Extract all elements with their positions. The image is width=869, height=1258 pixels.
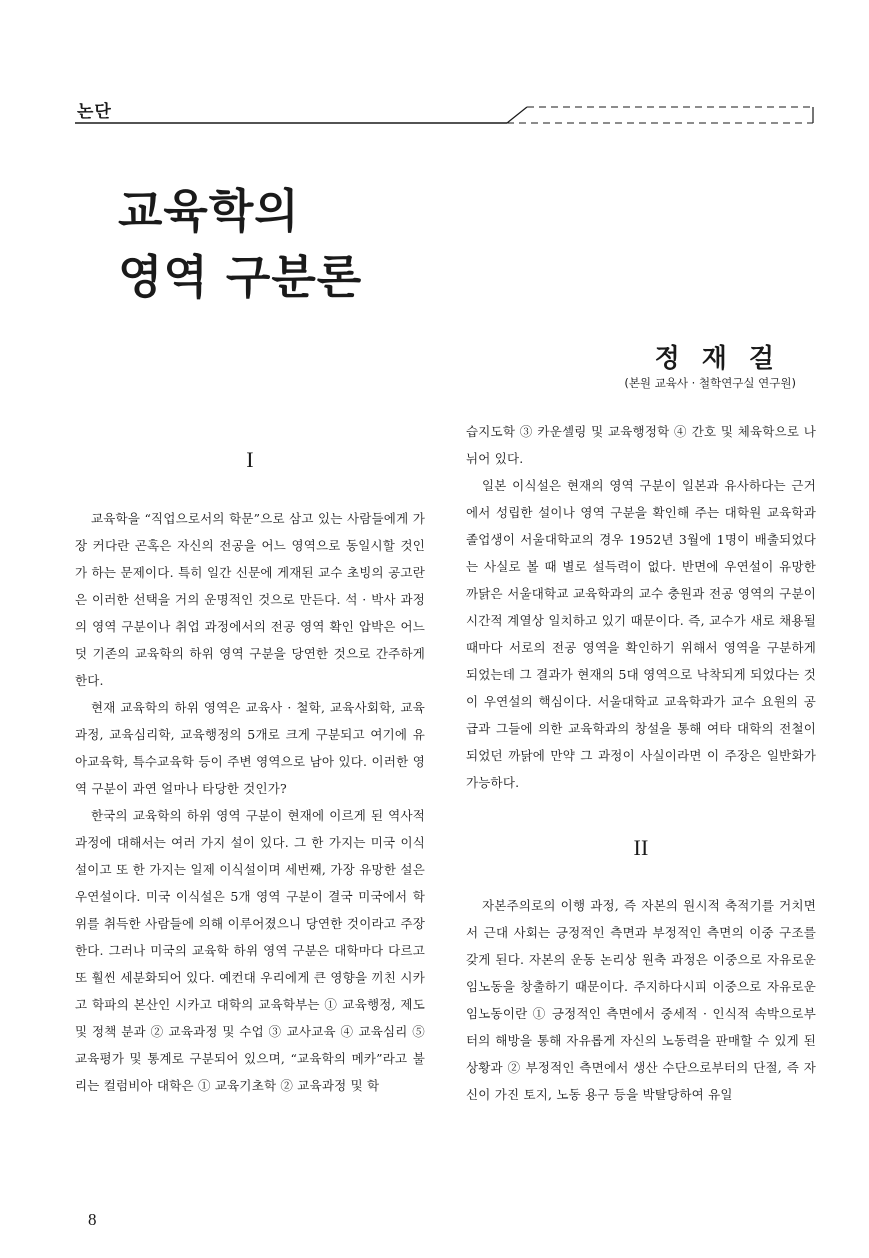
section-heading-2: II: [633, 835, 649, 860]
author-affiliation: (본원 교육사 · 철학연구실 연구원): [624, 376, 796, 390]
left-column: [75, 438, 425, 1099]
section-label: 논단: [77, 102, 112, 122]
body-paragraph: 일본 이식설은 현재의 영역 구분이 일본과 유사하다는 근거에서 성립한 설이나 영역 구분을 확인해 주는 대학원 교육학과 졸업생이 서울대학교의 경우 1952년 3월에 1명이 배출되었다는 사실로 볼 때 별로 설득력이 없다. 반면에 우연설이 유망한 까닭은 서울대학교 교육학과의 교수 충원과 전공 영역의 구분이 시간적 계열상 일치하고 있기 때문이다. 즉, 교수가 새로 채용될 때마다 서로의 전공 영역을 확인하기 위해서 영역을 구분하게 되었는데 그 결과가 현재의 5대 영역으로 낙착되게 되었다는 것이 우연설의 핵심이다. 서울대학교 교육학과가 교수 요원의 공급과 그들에 의한 교육학과의 창설을 통해 여타 대학의 전철이 되었던 까닭에 만약 그 과정이 사실이라면 이 주장은 일반화가 가능하다.: [466, 478, 816, 790]
page-number: 8: [88, 1210, 97, 1229]
right-column: [466, 418, 816, 1108]
body-paragraph: 교육학을 “직업으로서의 학문”으로 삼고 있는 사람들에게 가장 커다란 곤혹은 자신의 전공을 어느 영역으로 동일시할 것인가 하는 문제이다. 특히 일간 신문에 게재된 교수 초빙의 공고란은 이러한 선택을 거의 운명적인 것으로 만든다. 석 · 박사 과정의 영역 구분이나 취업 과정에서의 전공 영역 확인 압박은 어느덧 기존의 교육학의 하위 영역 구분을 당연한 것으로 간주하게 한다.: [75, 511, 425, 688]
section-heading-1: I: [246, 447, 254, 472]
title-line-2: 영역 구분론: [118, 250, 363, 304]
title-line-1: 교육학의: [118, 184, 300, 238]
body-paragraph: 현재 교육학의 하위 영역은 교육사 · 철학, 교육사회학, 교육과정, 교육심리학, 교육행정의 5개로 크게 구분되고 여기에 유아교육학, 특수교육학 등이 주변 영역으로 남아 있다. 이러한 영역 구분이 과연 얼마나 타당한 것인가?: [75, 700, 425, 796]
body-paragraph: 한국의 교육학의 하위 영역 구분이 현재에 이르게 된 역사적 과정에 대해서는 여러 가지 설이 있다. 그 한 가지는 미국 이식설이고 또 한 가지는 일제 이식설이며 세번째, 가장 유망한 설은 우연설이다. 미국 이식설은 5개 영역 구분이 결국 미국에서 학위를 취득한 사람들에 의해 이루어졌으니 당연한 것이라고 주장한다. 그러나 미국의 교육학 하위 영역 구분은 대학마다 다르고 또 훨씬 세분화되어 있다. 예컨대 우리에게 큰 영향을 끼친 시카고 학파의 본산인 시카고 대학의 교육학부는 ① 교육행정, 제도 및 정책 분과 ② 교육과정 및 수업 ③ 교사교육 ④ 교육심리 ⑤ 교육평가 및 통계로 구분되어 있으며, “교육학의 메카”라고 불리는 컬럼비아 대학은 ① 교육기초학 ② 교육과정 및 학: [75, 808, 425, 1093]
header-rule: [75, 103, 815, 127]
continued-paragraph: 습지도학 ③ 카운셀링 및 교육행정학 ④ 간호 및 체육학으로 나뉘어 있다.: [466, 424, 816, 466]
body-paragraph: 자본주의로의 이행 과정, 즉 자본의 원시적 축적기를 거치면서 근대 사회는 긍정적인 측면과 부정적인 측면의 이중 구조를 갖게 된다. 자본의 운동 논리상 원축 과정은 이중으로 자유로운 임노동을 창출하기 때문이다. 주지하다시피 이중으로 자유로운 임노동이란 ① 긍정적인 측면에서 중세적 · 인식적 속박으로부터의 해방을 통해 자유롭게 자신의 노동력을 판매할 수 있게 된 상황과 ② 부정적인 측면에서 생산 수단으로부터의 단절, 즉 자신이 가진 토지, 노동 용구 등을 박탈당하여 유일: [466, 898, 816, 1102]
author-name: 정재걸: [654, 344, 796, 374]
article-title: [118, 178, 362, 310]
